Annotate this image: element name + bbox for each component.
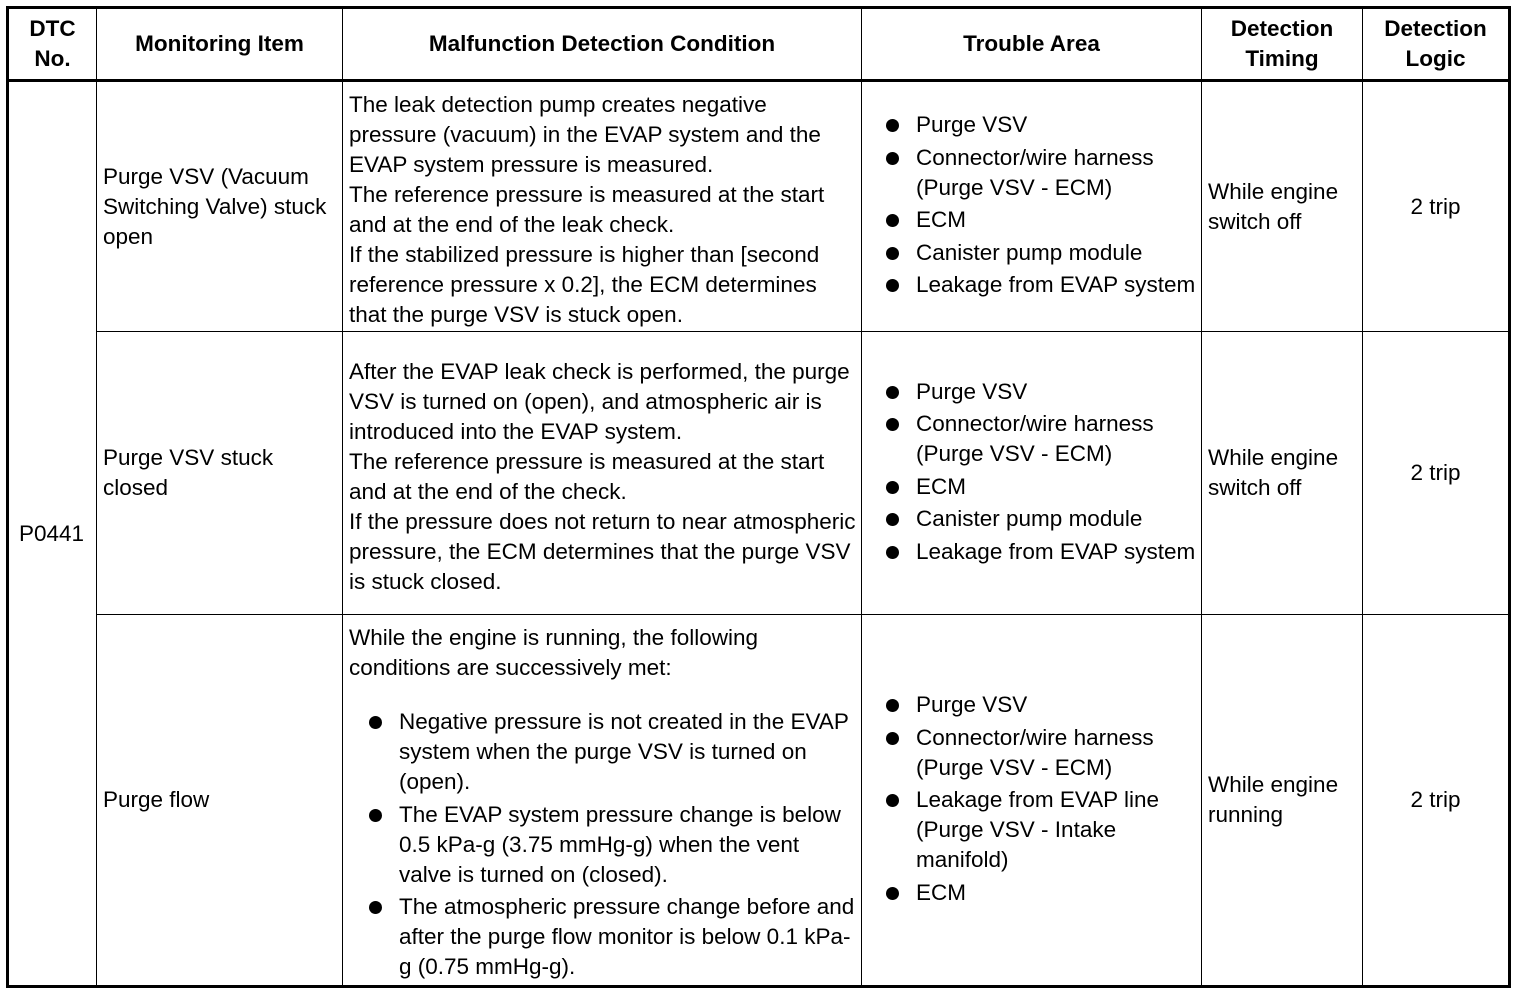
detection-condition xyxy=(343,81,862,332)
monitoring-item: Purge VSV (Vacuum Switching Valve) stuck open xyxy=(97,81,343,332)
trouble-area-list xyxy=(884,377,1199,567)
condition-bullet: The atmospheric pressure change before and after the purge flow monitor is below 0.1 kPa-g (0.75 mmHg-g). xyxy=(367,892,857,982)
trouble-area-item: Leakage from EVAP line (Purge VSV - Intake manifold) xyxy=(884,785,1199,875)
detection-logic: 2 trip xyxy=(1363,81,1510,332)
trouble-area-item: Purge VSV xyxy=(884,110,1199,140)
table-row xyxy=(8,332,1510,615)
condition-intro: While the engine is running, the following conditions are successively met: xyxy=(349,625,758,681)
trouble-area-item: Purge VSV xyxy=(884,377,1199,407)
detection-timing: While engine switch off xyxy=(1202,332,1363,615)
trouble-area-item: Leakage from EVAP system xyxy=(884,537,1199,567)
detection-logic: 2 trip xyxy=(1363,615,1510,987)
detection-timing: While engine switch off xyxy=(1202,81,1363,332)
monitoring-item: Purge flow xyxy=(97,615,343,987)
trouble-area-item: ECM xyxy=(884,878,1199,908)
header-logic: Detection Logic xyxy=(1363,8,1510,81)
trouble-area-item: ECM xyxy=(884,205,1199,235)
dtc-code: P0441 xyxy=(8,81,97,987)
trouble-area-item: Leakage from EVAP system xyxy=(884,270,1199,300)
condition-text: If the pressure does not return to near atmospheric pressure, the ECM determines that the purge VSV is stuck closed. xyxy=(349,509,856,594)
header-timing: Detection Timing xyxy=(1202,8,1363,81)
detection-logic: 2 trip xyxy=(1363,332,1510,615)
trouble-area-item: Connector/wire harness (Purge VSV - ECM) xyxy=(884,143,1199,203)
trouble-area-list xyxy=(884,110,1199,300)
monitoring-item: Purge VSV stuck closed xyxy=(97,332,343,615)
header-dtc-no: DTC No. xyxy=(8,8,97,81)
trouble-area-item: Canister pump module xyxy=(884,238,1199,268)
trouble-area-item: ECM xyxy=(884,472,1199,502)
trouble-area-item: Purge VSV xyxy=(884,690,1199,720)
header-row xyxy=(8,8,1510,81)
condition-text: If the stabilized pressure is higher than [second reference pressure x 0.2], the ECM determines that the purge VSV is stuck open. xyxy=(349,241,820,327)
trouble-area xyxy=(862,81,1202,332)
condition-text: The reference pressure is measured at the start and at the end of the check. xyxy=(349,449,825,504)
condition-bullet: Negative pressure is not created in the EVAP system when the purge VSV is turned on (open). xyxy=(367,707,857,797)
trouble-area xyxy=(862,332,1202,615)
table-row xyxy=(8,81,1510,332)
table-row xyxy=(8,615,1510,987)
trouble-area-item: Connector/wire harness (Purge VSV - ECM) xyxy=(884,409,1199,469)
condition-bullet: The EVAP system pressure change is below 0.5 kPa-g (3.75 mmHg-g) when the vent valve is turned on (closed). xyxy=(367,800,857,890)
table-body xyxy=(8,81,1510,987)
header-monitoring-item: Monitoring Item xyxy=(97,8,343,81)
trouble-area-item: Canister pump module xyxy=(884,504,1199,534)
detection-timing: While engine running xyxy=(1202,615,1363,987)
trouble-area xyxy=(862,615,1202,987)
trouble-area-item: Connector/wire harness (Purge VSV - ECM) xyxy=(884,723,1199,783)
condition-bullet-list xyxy=(349,707,857,982)
table-header xyxy=(8,8,1510,81)
header-condition: Malfunction Detection Condition xyxy=(343,8,862,81)
condition-text: After the EVAP leak check is performed, the purge VSV is turned on (open), and atmospheric air is introduced into the EVAP system. xyxy=(349,359,850,444)
header-trouble-area: Trouble Area xyxy=(862,8,1202,81)
dtc-table xyxy=(6,6,1511,988)
trouble-area-list xyxy=(884,690,1199,908)
detection-condition xyxy=(343,615,862,987)
condition-text: The reference pressure is measured at the start and at the end of the leak check. xyxy=(349,181,825,237)
condition-text: The leak detection pump creates negative pressure (vacuum) in the EVAP system and the EVAP system pressure is measured. xyxy=(349,91,821,177)
detection-condition xyxy=(343,332,862,615)
